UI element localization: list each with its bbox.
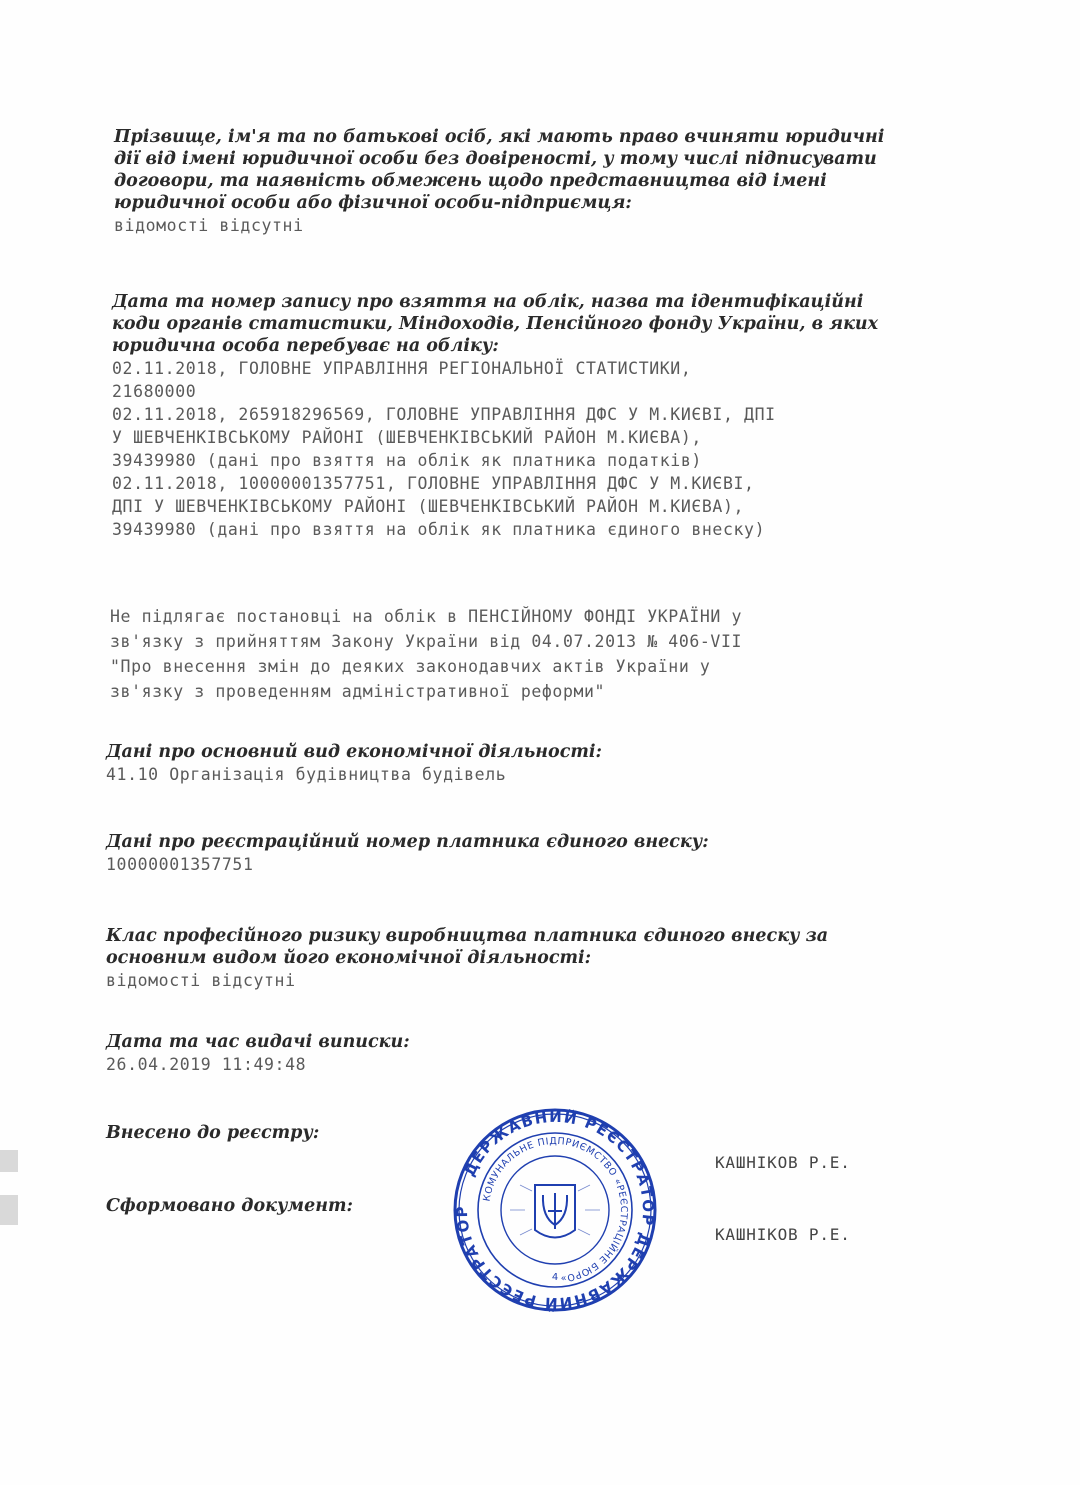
section-value: відомості відсутні bbox=[106, 971, 296, 990]
section-value: відомості відсутні bbox=[114, 216, 304, 235]
stamp-inner-ring-text: КОМУНАЛЬНЕ ПІДПРИЄМСТВО «РЕЄСТРАЦІЙНЕ БЮРО» bbox=[481, 1135, 630, 1284]
section-contribution-number bbox=[106, 831, 906, 876]
section-value: 02.11.2018, ГОЛОВНЕ УПРАВЛІННЯ РЕГІОНАЛЬНОЇ СТАТИСТИКИ, 21680000 02.11.2018, 265918296569, ГОЛОВНЕ УПРАВЛІННЯ ДФС У М.КИЄВІ, ДПІ У ШЕВЧЕНКІВСЬКОМУ РАЙОНІ (ШЕВЧЕНКІВСЬКИЙ РАЙОН М.КИЄВА), 39439980 (дані про взяття на облік як платника податків) 02.11.2018, 10000001357751, ГОЛОВНЕ УПРАВЛІННЯ ДФС У М.КИЄВІ, ДПІ У ШЕВЧЕНКІВСЬКОМУ РАЙОНІ (ШЕВЧЕНКІВСЬКИЙ РАЙОН М.КИЄВА), 39439980 (дані про взяття на облік як платника єдиного внеску) bbox=[112, 359, 776, 539]
section-label: Дата та номер запису про взяття на облік, назва та ідентифікаційні коди органів статистики, Міндоходів, Пенсійного фонду України, в яких юридична особа перебуває на обліку: bbox=[112, 292, 879, 356]
section-value: 41.10 Організація будівництва будівель bbox=[106, 765, 507, 784]
scan-artifact bbox=[0, 1150, 18, 1172]
trident-emblem-icon bbox=[535, 1185, 575, 1238]
section-authorized-persons bbox=[114, 126, 914, 237]
section-label: Дата та час видачі виписки: bbox=[106, 1032, 410, 1052]
scan-artifact bbox=[0, 1195, 18, 1225]
stamp-outer-top-text: ДЕРЖАВНИЙ РЕЄСТРАТОР bbox=[460, 1107, 658, 1228]
formed-document-label: Сформовано документ: bbox=[106, 1196, 353, 1216]
stamp-outer-bottom-text: ДЕРЖАВНИЙ РЕЄСТРАТОР bbox=[452, 1204, 654, 1313]
section-label: Дані про основний вид економічної діяльності: bbox=[106, 742, 602, 762]
section-economic-activity bbox=[106, 741, 906, 786]
stamp-number: 4 bbox=[551, 1272, 559, 1283]
entered-by-name: КАШНІКОВ Р.Е. bbox=[715, 1153, 851, 1172]
section-label: Клас професійного ризику виробництва платника єдиного внеску за основним видом його економічної діяльності: bbox=[106, 926, 829, 968]
section-value: 10000001357751 bbox=[106, 855, 254, 874]
registrar-stamp bbox=[450, 1105, 660, 1315]
section-risk-class bbox=[106, 925, 916, 992]
formed-by-name: КАШНІКОВ Р.Е. bbox=[715, 1225, 851, 1244]
section-label: Прізвище, ім'я та по батькові осіб, які мають право вчиняти юридичні дії від імені юридичної особи без довіреності, у тому числі підписувати договори, та наявність обмежень щодо представництва від імені юридичної особи або фізичної особи-підприємця: bbox=[114, 127, 885, 213]
section-pension-fund-note bbox=[110, 604, 910, 704]
entered-to-registry-label: Внесено до реєстру: bbox=[106, 1123, 320, 1143]
section-value: 26.04.2019 11:49:48 bbox=[106, 1055, 307, 1074]
section-issue-datetime bbox=[106, 1031, 906, 1076]
section-value: Не підлягає постановці на облік в ПЕНСІЙНОМУ ФОНДІ УКРАЇНИ у зв'язку з прийняттям Закону України від 04.07.2013 № 406-VII "Про внесення змін до деяких законодавчих актів України у зв'язку з проведенням адміністративної реформи" bbox=[110, 607, 743, 701]
section-registration-records bbox=[112, 291, 917, 541]
section-label: Дані про реєстраційний номер платника єдиного внеску: bbox=[106, 832, 709, 852]
